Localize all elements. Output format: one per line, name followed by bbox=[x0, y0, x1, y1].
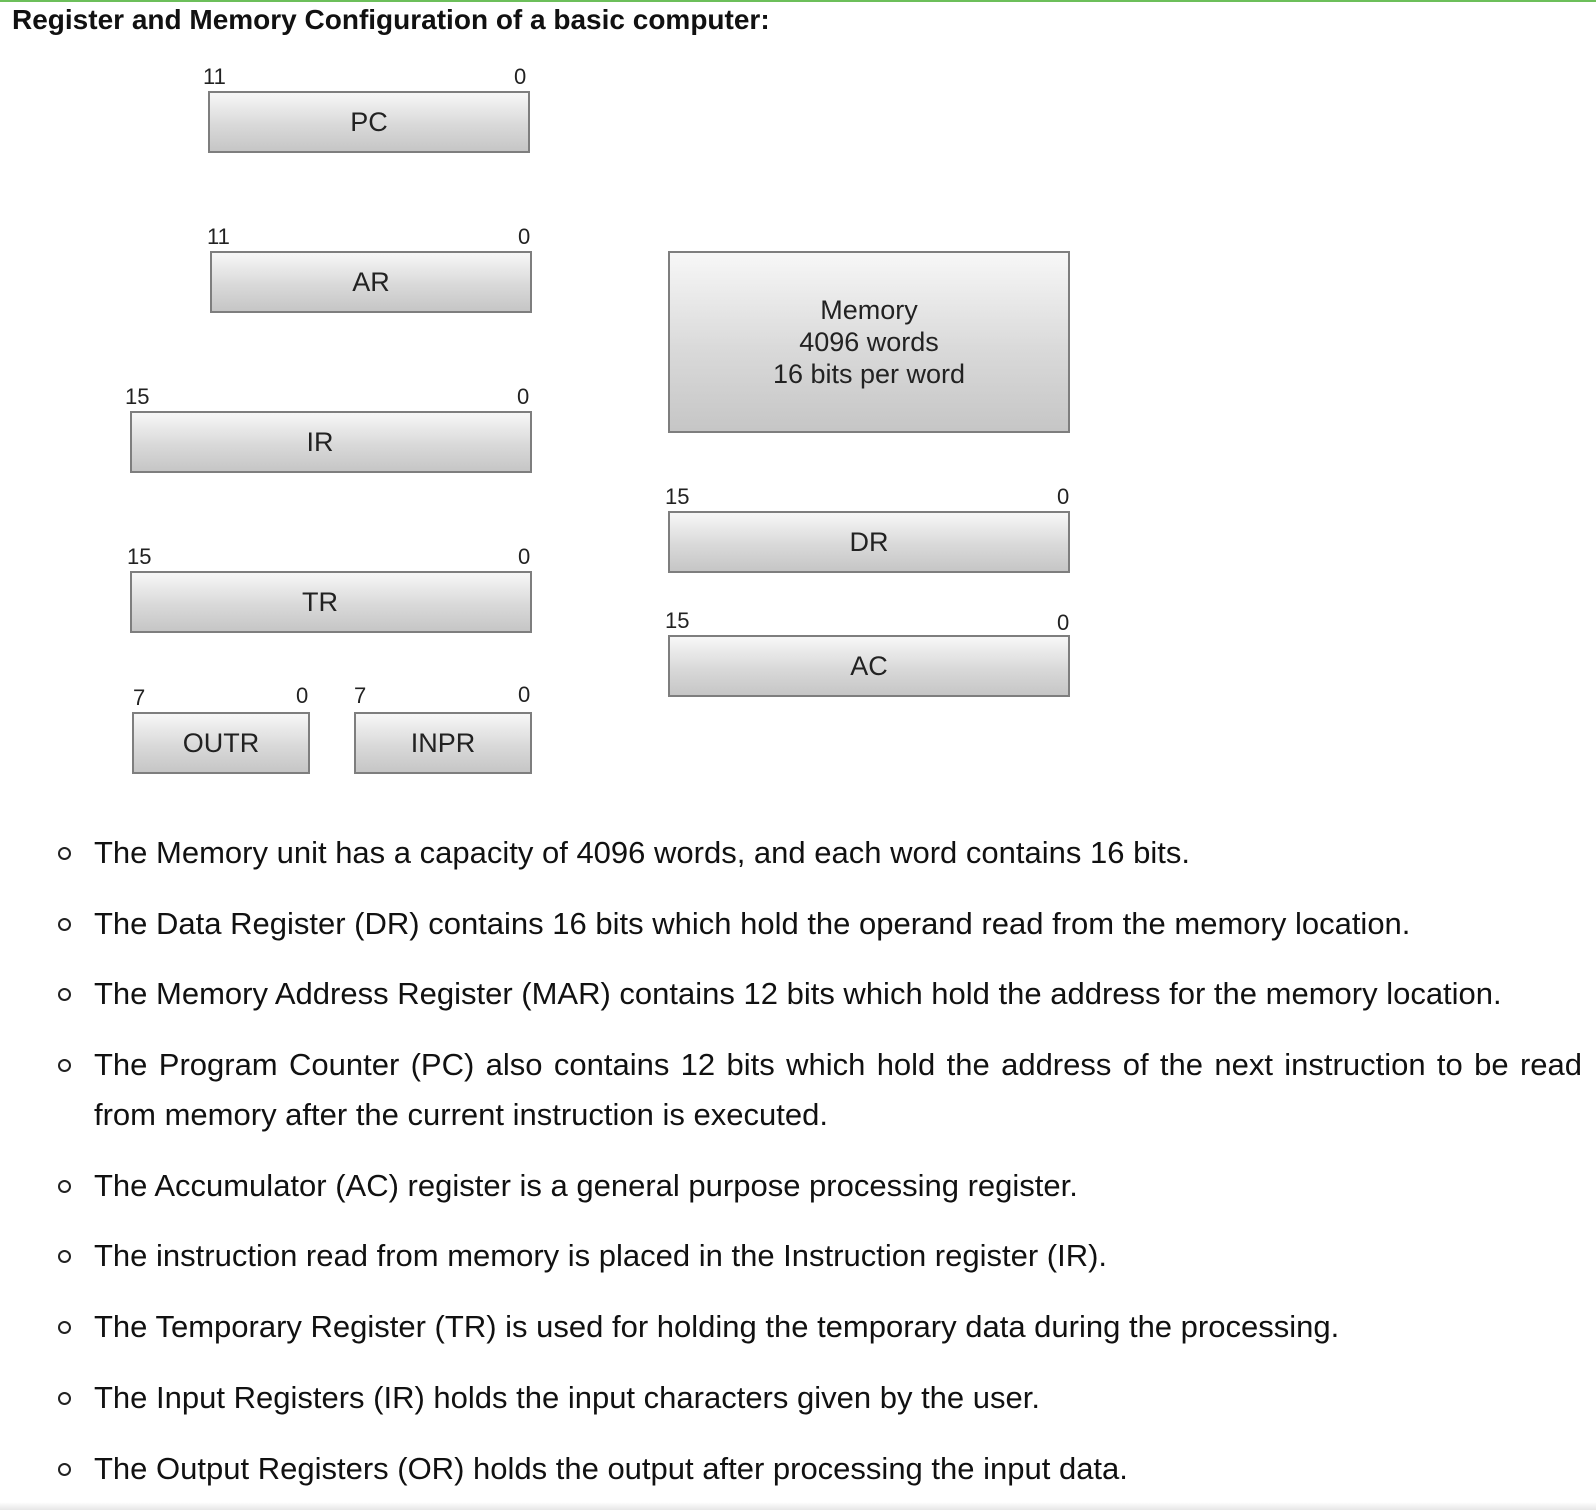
list-item: The Memory unit has a capacity of 4096 words, and each word contains 16 bits. bbox=[94, 828, 1582, 878]
memory-unit bbox=[668, 251, 1070, 433]
list-item: The Data Register (DR) contains 16 bits which hold the operand read from the memory location. bbox=[94, 899, 1582, 949]
pc-high-bit: 11 bbox=[203, 64, 226, 89]
ar-register bbox=[210, 251, 532, 313]
ac-low-bit: 0 bbox=[1057, 610, 1070, 635]
register-memory-diagram bbox=[0, 0, 1100, 790]
ac-label: AC bbox=[850, 650, 888, 681]
pc-low-bit: 0 bbox=[514, 64, 527, 89]
list-item: The Program Counter (PC) also contains 12 bits which hold the address of the next instruction to be read from memory after the current instruction is executed. bbox=[94, 1040, 1582, 1140]
bullet-circle-icon bbox=[58, 1321, 71, 1334]
bullet-circle-icon bbox=[58, 1250, 71, 1263]
inpr-high-bit: 7 bbox=[354, 683, 367, 708]
dr-register bbox=[668, 511, 1070, 573]
dr-high-bit: 15 bbox=[665, 484, 690, 509]
ac-high-bit: 15 bbox=[665, 608, 690, 633]
list-item: The Accumulator (AC) register is a general purpose processing register. bbox=[94, 1161, 1582, 1211]
memory-title: Memory bbox=[820, 295, 918, 325]
dr-low-bit: 0 bbox=[1057, 484, 1070, 509]
ir-high-bit: 15 bbox=[125, 384, 150, 409]
ac-register bbox=[668, 635, 1070, 697]
outr-label: OUTR bbox=[182, 727, 260, 758]
bullet-circle-icon bbox=[58, 1392, 71, 1405]
list-item: The instruction read from memory is placed in the Instruction register (IR). bbox=[94, 1231, 1582, 1281]
inpr-low-bit: 0 bbox=[518, 682, 531, 707]
tr-high-bit: 15 bbox=[127, 544, 152, 569]
ar-high-bit: 11 bbox=[207, 224, 230, 249]
inpr-register bbox=[354, 712, 532, 774]
ar-low-bit: 0 bbox=[518, 224, 531, 249]
memory-capacity: 4096 words bbox=[799, 327, 939, 357]
pc-register bbox=[208, 91, 530, 153]
outr-high-bit: 7 bbox=[133, 685, 146, 710]
pc-label: PC bbox=[350, 106, 388, 137]
memory-word-size: 16 bits per word bbox=[772, 359, 966, 389]
bullet-circle-icon bbox=[58, 918, 71, 931]
ir-low-bit: 0 bbox=[517, 384, 530, 409]
tr-register bbox=[130, 571, 532, 633]
ir-label: IR bbox=[306, 426, 334, 457]
bullet-circle-icon bbox=[58, 1059, 71, 1072]
bullet-circle-icon bbox=[58, 988, 71, 1001]
ir-register bbox=[130, 411, 532, 473]
outr-low-bit: 0 bbox=[296, 683, 309, 708]
list-item: The Temporary Register (TR) is used for holding the temporary data during the processing. bbox=[94, 1302, 1582, 1352]
bullet-circle-icon bbox=[58, 1180, 71, 1193]
inpr-label: INPR bbox=[410, 727, 476, 758]
list-item: The Input Registers (IR) holds the input characters given by the user. bbox=[94, 1373, 1582, 1423]
bullet-circle-icon bbox=[58, 1463, 71, 1476]
bullet-circle-icon bbox=[58, 847, 71, 860]
list-item: The Memory Address Register (MAR) contains 12 bits which hold the address for the memory location. bbox=[94, 969, 1582, 1019]
tr-label: TR bbox=[302, 586, 338, 617]
ar-label: AR bbox=[352, 266, 390, 297]
list-item: The Output Registers (OR) holds the output after processing the input data. bbox=[94, 1444, 1582, 1494]
bottom-edge-shade bbox=[0, 1502, 1596, 1510]
tr-low-bit: 0 bbox=[518, 544, 531, 569]
outr-register bbox=[132, 712, 310, 774]
dr-label: DR bbox=[849, 526, 889, 557]
section-heading: Register and Memory Configuration of a basic computer: bbox=[12, 4, 770, 35]
